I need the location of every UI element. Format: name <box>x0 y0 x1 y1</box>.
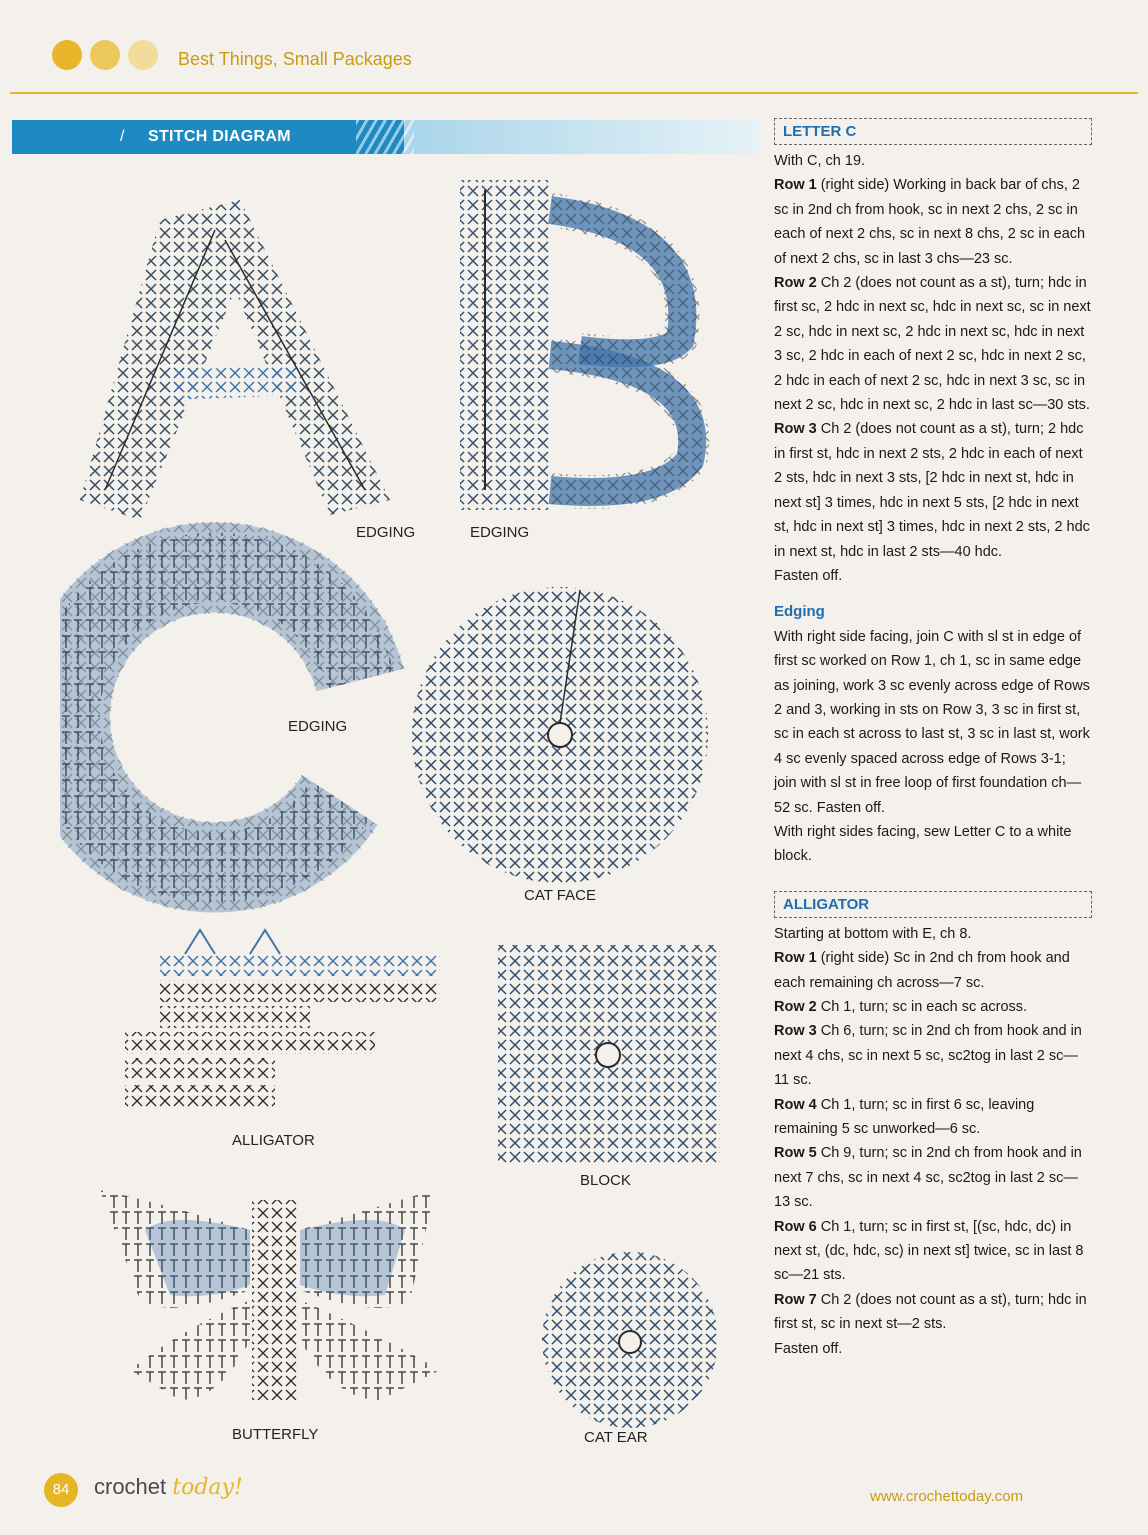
alligator-row-4: Row 4 Ch 1, turn; sc in first 6 sc, leaving remaining 5 sc unworked—6 sc. <box>774 1096 1035 1138</box>
banner-title: STITCH DIAGRAM <box>148 128 291 145</box>
cat-face-diagram <box>412 587 708 883</box>
cat-ear-label: CAT EAR <box>584 1429 648 1446</box>
c-edging-label: EDGING <box>288 718 348 735</box>
letter-c-row-3: Row 3 Ch 2 (does not count as a st), turn; 2 hdc in first st, hdc in next 2 sts, 2 hdc in each of next 2 sts, hdc in next 3 sts, [2 hdc in next st, hdc in next st] 3 times, hdc in next 5 sts, [2 hdc in next st, hdc in next st] 3 times, hdc in next 2 sts, 2 hdc in next st, hdc in last 2 sts—40 hdc. <box>774 421 1090 560</box>
b-edging-label: EDGING <box>470 524 530 541</box>
block-label: BLOCK <box>580 1172 631 1189</box>
top-rule <box>10 92 1138 94</box>
stitch-diagram-banner <box>12 120 404 154</box>
letter-c-start: With C, ch 19. <box>774 153 866 169</box>
alligator-diagram <box>125 930 440 1107</box>
alligator-heading: ALLIGATOR <box>774 891 1092 918</box>
alligator-row-2: Row 2 Ch 1, turn; sc in each sc across. <box>774 999 1028 1015</box>
letter-b-diagram <box>460 180 692 510</box>
diagram-canvas <box>60 170 760 1460</box>
letter-c-heading: LETTER C <box>774 118 1092 145</box>
dot-2 <box>90 40 120 70</box>
stitch-diagrams <box>60 170 760 1460</box>
alligator-fasten: Fasten off. <box>774 1340 843 1357</box>
alligator-label: ALLIGATOR <box>232 1132 315 1149</box>
website-link[interactable]: www.crochettoday.com <box>870 1488 1024 1505</box>
cat-face-label: CAT FACE <box>524 887 596 904</box>
dot-1 <box>52 40 82 70</box>
banner-slash-icon: / <box>120 128 125 145</box>
sew-text: With right sides facing, sew Letter C to a white block. <box>774 823 1072 865</box>
alligator-row-5: Row 5 Ch 9, turn; sc in 2nd ch from hook and in next 7 chs, sc in next 4 sc, sc2tog in last 2 sc—13 sc. <box>774 1145 1082 1211</box>
butterfly-diagram <box>100 1190 440 1400</box>
banner-fade <box>404 120 760 154</box>
alligator-row-7: Row 7 Ch 2 (does not count as a st), turn; hdc in first st, sc in next st—2 sts. <box>774 1291 1087 1333</box>
edging-heading: Edging <box>774 603 825 621</box>
edging-text: With right side facing, join C with sl st in edge of first sc worked on Row 1, ch 1, sc in same edge as joining, work 3 sc evenly across edge of Rows 2 and 3, working in sts on Row 3, 3 sc in first st, sc in each st across to last st, 3 sc in last st, work 4 sc evenly spaced across edge of Rows 3-1; join with sl st in free loop of first foundation ch—52 sc. Fasten off. <box>774 628 1090 816</box>
butterfly-label: BUTTERFLY <box>232 1426 319 1443</box>
a-edging-label: EDGING <box>356 524 416 541</box>
dot-3 <box>128 40 158 70</box>
page-number: 84 <box>44 1473 78 1507</box>
alligator-row-6: Row 6 Ch 1, turn; sc in first st, [(sc, hdc, dc) in next st, (dc, hdc, sc) in next st] twice, sc in last 8 sc—21 sts. <box>774 1218 1084 1284</box>
alligator-row-3: Row 3 Ch 6, turn; sc in 2nd ch from hook and in next 4 chs, sc in next 5 sc, sc2tog in last 2 sc—11 sc. <box>774 1023 1082 1089</box>
alligator-row-1: Row 1 (right side) Sc in 2nd ch from hook and each remaining ch across—7 sc. <box>774 950 1070 991</box>
letter-c-row-2: Row 2 Ch 2 (does not count as a st), turn; hdc in first sc, 2 hdc in next sc, hdc in next sc, sc in next 2 sc, hdc in next sc, 2 hdc in next sc, hdc in next 3 sc, 2 hdc in each of next 2 sc, hdc in next 2 sc, 2 hdc in each of next 2 sc, hdc in next 3 sc, sc in next 2 sc, hdc in next sc, 2 hdc in last sc—30 sts. <box>774 275 1091 414</box>
letter-c-fasten: Fasten off. <box>774 567 843 584</box>
brand-logo: crochet today! <box>94 1474 243 1500</box>
header-dots <box>52 40 158 70</box>
letter-a-diagram <box>80 200 390 520</box>
alligator-start: Starting at bottom with E, ch 8. <box>774 925 972 942</box>
banner-stripes <box>356 120 414 154</box>
block-diagram <box>498 945 720 1165</box>
letter-c-row-1: Row 1 (right side) Working in back bar of chs, 2 sc in 2nd ch from hook, sc in next 2 chs, 2 sc in each of next 2 chs, sc in next 8 chs, 2 sc in each of next 2 chs, sc in last 3 chs—23 sc. <box>774 177 1086 267</box>
cat-ear-diagram <box>542 1252 718 1428</box>
running-head: Best Things, Small Packages <box>178 49 412 69</box>
pattern-instructions <box>774 118 1092 1361</box>
